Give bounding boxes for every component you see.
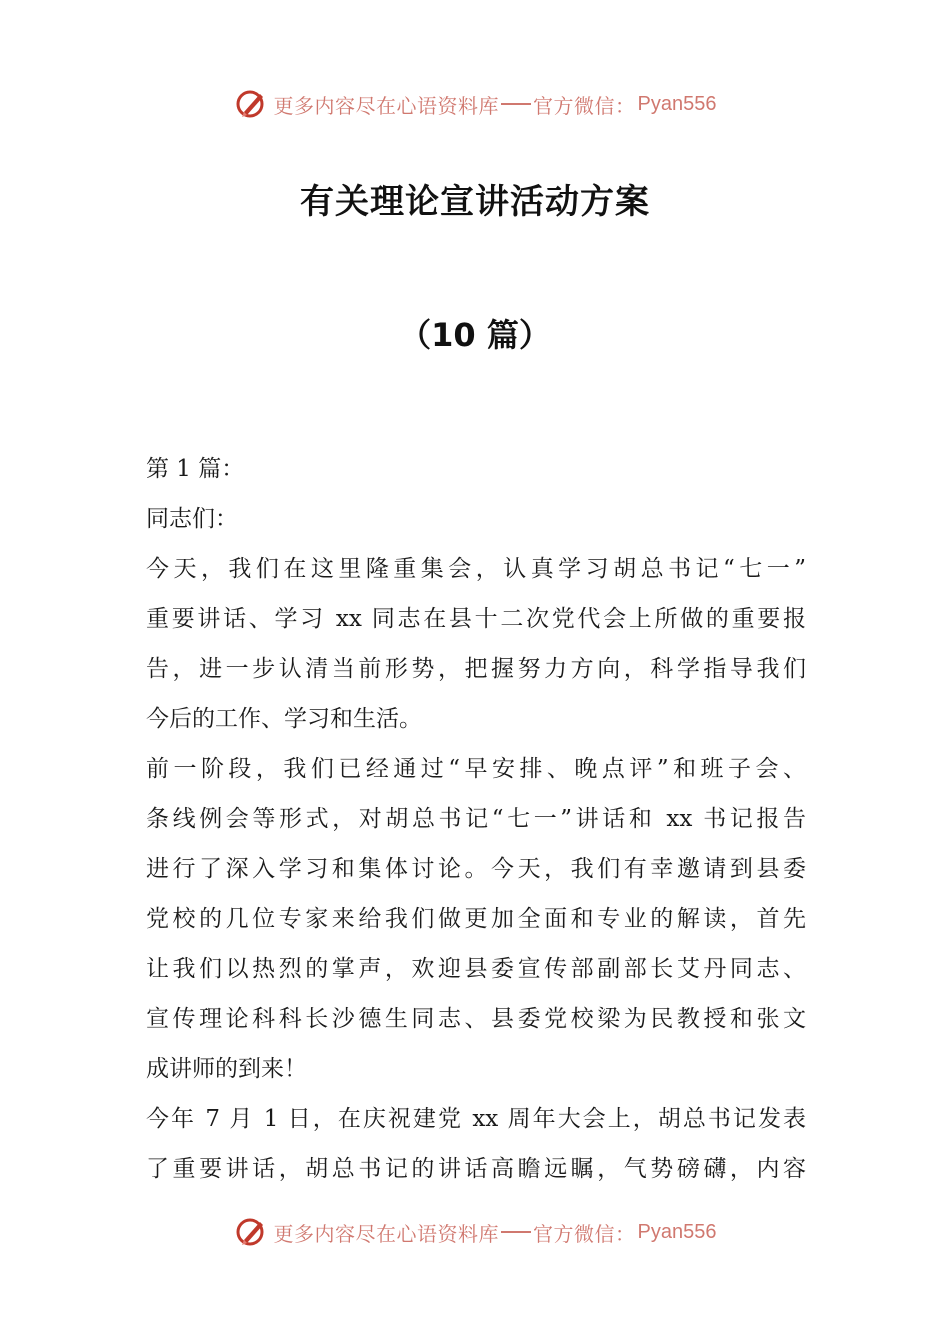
text-line: 前一阶段，我们已经通过“早安排、晚点评”和班子会、	[146, 756, 806, 782]
text-line: 条线例会等形式，对胡总书记“七一”讲话和 xx 书记报告	[146, 806, 806, 832]
text-line: 今后的工作、学习和生活。	[146, 706, 422, 732]
text-line: 同志们：	[146, 506, 238, 532]
header-watermark	[0, 84, 950, 124]
watermark-text: 更多内容尽在心语资料库	[273, 1221, 500, 1246]
text-line: 宣传理论科科长沙德生同志、县委党校梁为民教授和张文	[146, 1006, 806, 1032]
watermark-wechat-id: Pyan556	[637, 92, 717, 115]
text-line: 成讲师的到来！	[146, 1056, 307, 1082]
watermark-dash	[501, 103, 531, 105]
text-line: 党校的几位专家来给我们做更加全面和专业的解读，首先	[146, 906, 806, 932]
document-body	[146, 444, 806, 1194]
watermark-dash	[501, 1231, 531, 1233]
text-line: 今年 7 月 1 日，在庆祝建党 xx 周年大会上，胡总书记发表	[146, 1106, 806, 1132]
pen-logo-icon	[234, 86, 270, 122]
watermark-wechat-id: Pyan556	[637, 1220, 717, 1243]
text-line: 重要讲话、学习 xx 同志在县十二次党代会上所做的重要报	[146, 606, 806, 632]
watermark-suffix: 官方微信：	[533, 1221, 636, 1246]
text-line: 今天，我们在这里隆重集会，认真学习胡总书记“七一”	[146, 556, 806, 582]
document-subtitle: （10 篇）	[399, 316, 551, 354]
pen-logo-icon	[234, 1214, 270, 1250]
text-line: 了重要讲话，胡总书记的讲话高瞻远瞩，气势磅礴，内容	[146, 1156, 806, 1182]
watermark-text: 更多内容尽在心语资料库	[273, 93, 500, 118]
footer-watermark	[0, 1212, 950, 1252]
text-line: 第 1 篇：	[146, 456, 245, 482]
text-line: 进行了深入学习和集体讨论。今天，我们有幸邀请到县委	[146, 856, 806, 882]
text-line: 告，进一步认清当前形势，把握努力方向，科学指导我们	[146, 656, 806, 682]
watermark-suffix: 官方微信：	[533, 93, 636, 118]
text-line: 让我们以热烈的掌声，欢迎县委宣传部副部长艾丹同志、	[146, 956, 806, 982]
document-title: 有关理论宣讲活动方案	[300, 182, 650, 222]
